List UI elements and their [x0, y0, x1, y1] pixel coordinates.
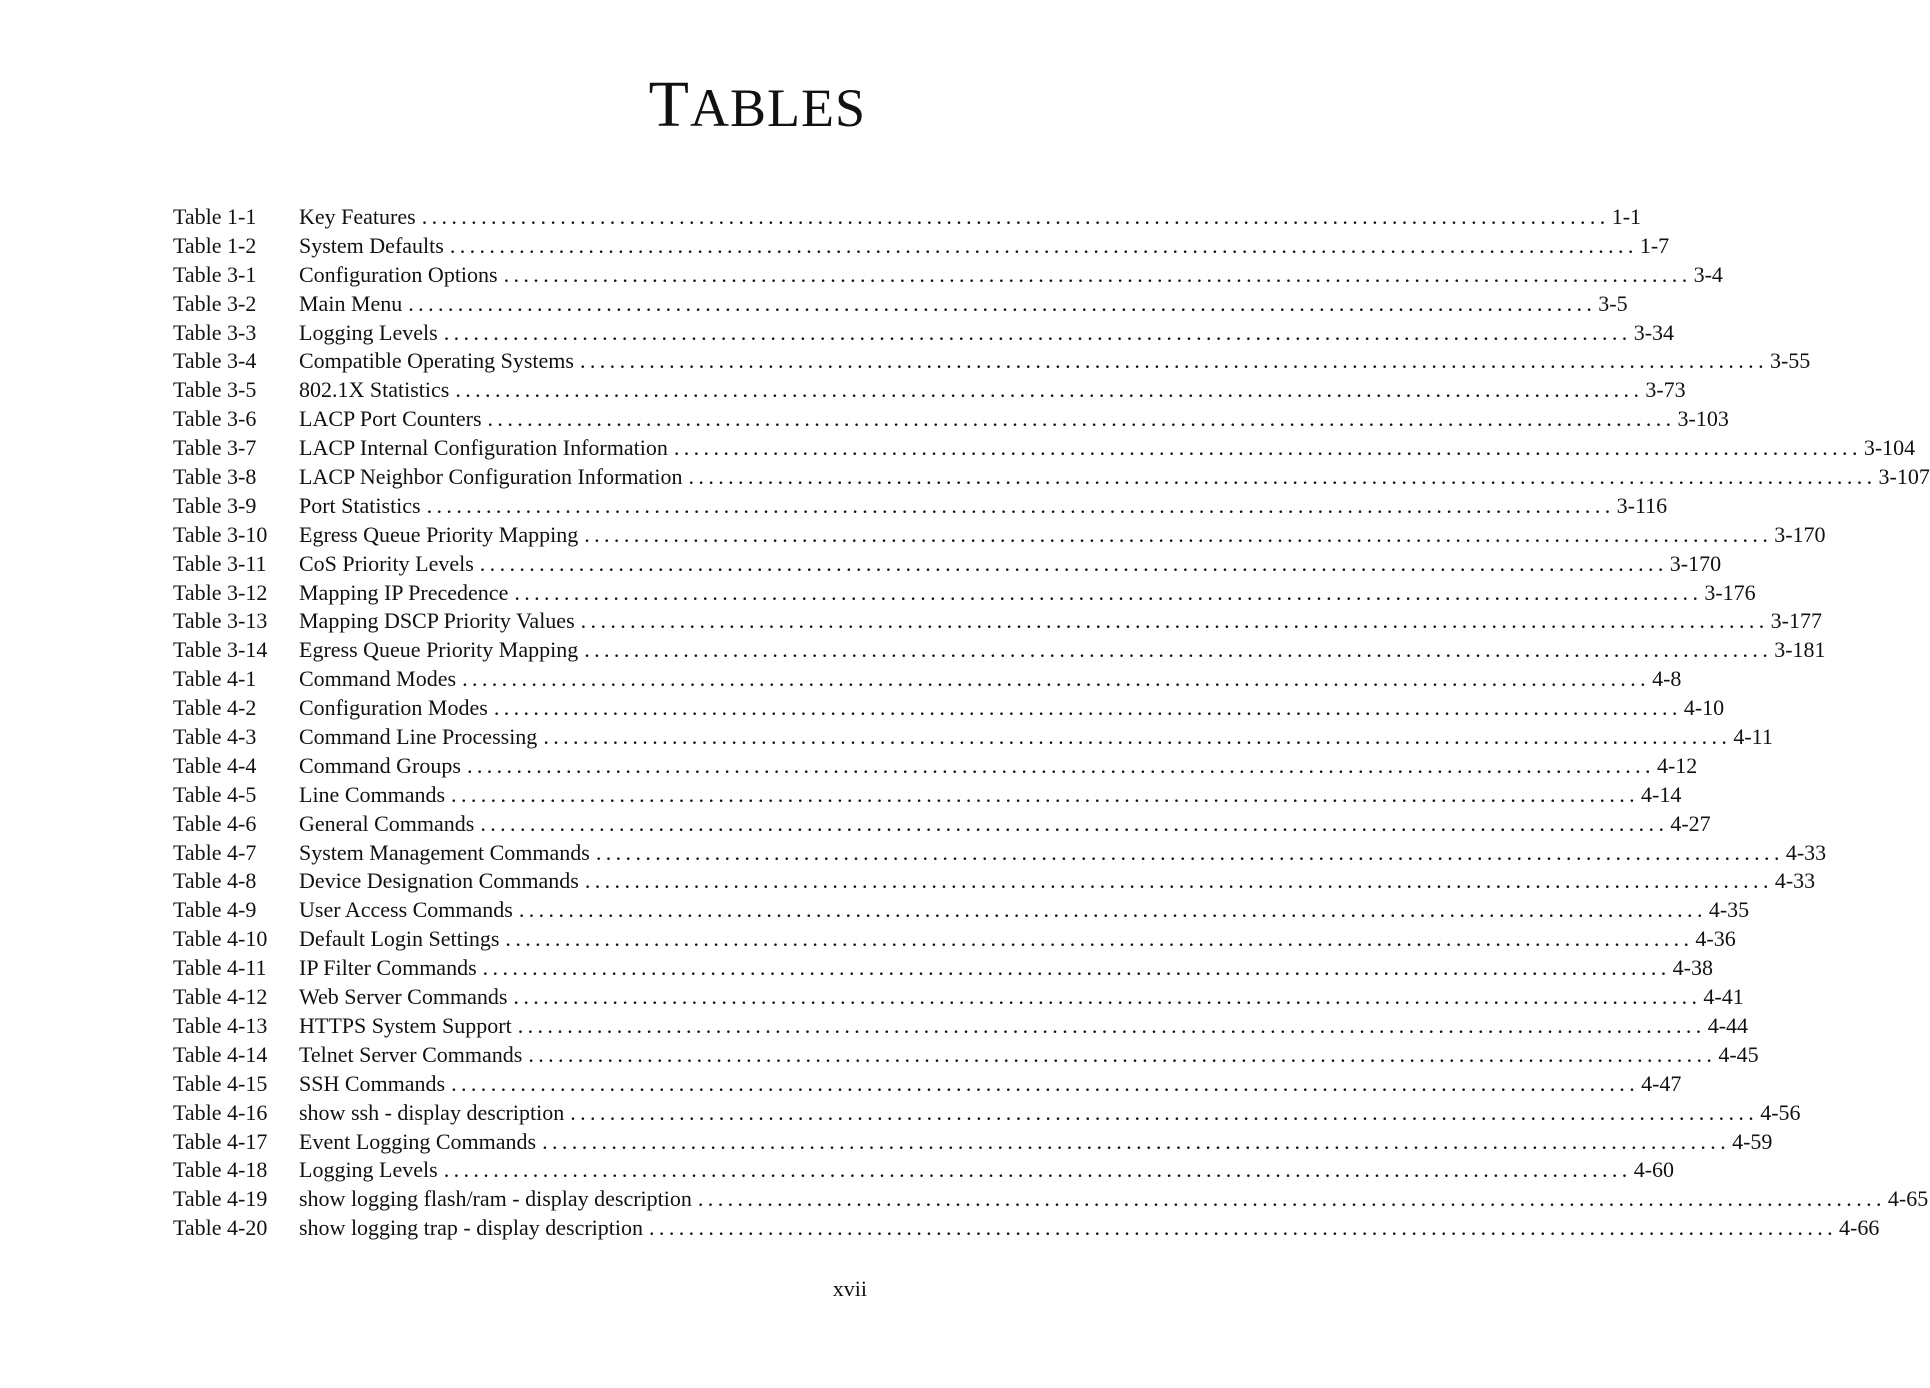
toc-entry-page: 4-27 [1670, 810, 1711, 836]
toc-entry-title: SSH Commands [299, 1070, 446, 1096]
dot-leader: ........................................................................................................................ [570, 1099, 1759, 1125]
dot-leader: ........................................................................................................................ [487, 406, 1676, 432]
dot-leader: ........................................................................................................................ [426, 492, 1615, 518]
toc-entry-title: Mapping DSCP Priority Values [299, 608, 575, 634]
toc-entry-page: 4-35 [1708, 897, 1750, 923]
dot-leader: ........................................................................................................................ [479, 550, 1668, 576]
toc-entry-title: Egress Queue Priority Mapping [299, 521, 579, 547]
toc-entry[interactable] [173, 521, 1826, 550]
toc-entry-title: Telnet Server Commands [299, 1041, 523, 1067]
toc-entry[interactable] [173, 579, 1756, 608]
dot-leader: ........................................................................................................................ [493, 695, 1682, 721]
toc-entry-page: 3-107 [1878, 464, 1930, 490]
toc-entry[interactable] [173, 1070, 1682, 1099]
dot-leader: ........................................................................................................................ [649, 1215, 1838, 1241]
dot-leader: ........................................................................................................................ [466, 752, 1655, 778]
page-title-initial: T [648, 68, 690, 141]
toc-entry-title: User Access Commands [299, 897, 513, 923]
toc-entry[interactable] [173, 896, 1750, 925]
toc-entry-page: 4-8 [1652, 666, 1682, 692]
dot-leader: ........................................................................................................................ [673, 435, 1862, 461]
toc-entry-page: 4-65 [1887, 1186, 1929, 1212]
dot-leader: ........................................................................................................................ [584, 637, 1773, 663]
toc-entry-number: Table 3-13 [173, 608, 268, 634]
toc-entry-page: 4-44 [1707, 1012, 1749, 1038]
toc-entry-number: Table 3-1 [173, 261, 257, 287]
toc-entry-title: System Management Commands [299, 839, 590, 865]
toc-entry-title: Logging Levels [299, 1157, 438, 1183]
page-title [648, 68, 866, 141]
toc-entry-title: LACP Port Counters [299, 406, 482, 432]
dot-leader: ........................................................................................................................ [480, 810, 1669, 836]
toc-entry[interactable] [173, 954, 1713, 983]
dot-leader: ........................................................................................................................ [421, 204, 1610, 229]
toc-entry-number: Table 3-8 [173, 464, 257, 490]
toc-entry-page: 4-60 [1633, 1157, 1675, 1183]
toc-entry-page: 3-181 [1774, 637, 1826, 663]
toc-entry-title: Logging Levels [299, 319, 438, 345]
toc-entry-number: Table 3-4 [173, 348, 257, 374]
dot-leader: ........................................................................................................................ [697, 1186, 1886, 1212]
toc-entry-page: 4-47 [1641, 1070, 1682, 1096]
toc-entry-page: 4-11 [1733, 724, 1773, 750]
toc-entry-number: Table 3-14 [173, 637, 268, 663]
toc-entry-number: Table 4-5 [173, 781, 257, 807]
toc-entry-title: General Commands [299, 810, 475, 836]
toc-entry[interactable] [173, 550, 1722, 579]
page-number: xvii [832, 1276, 867, 1301]
toc-entry[interactable] [173, 665, 1682, 694]
toc-entry-number: Table 4-6 [173, 810, 257, 836]
dot-leader: ........................................................................................................................ [513, 984, 1702, 1010]
dot-leader: ........................................................................................................................ [579, 348, 1768, 374]
toc-entry-number: Table 3-3 [173, 319, 257, 345]
dot-leader: ........................................................................................................................ [688, 464, 1877, 490]
toc-entry-number: Table 4-8 [173, 868, 257, 894]
toc-entry-number: Table 4-10 [173, 926, 268, 952]
toc-entry-page: 4-59 [1732, 1128, 1773, 1154]
toc-entry-number: Table 4-11 [173, 955, 267, 981]
toc-entry-number: Table 4-19 [173, 1186, 268, 1212]
toc-entry-number: Table 4-18 [173, 1157, 268, 1183]
toc-entry-title: CoS Priority Levels [299, 550, 474, 576]
toc-entry-page: 1-7 [1639, 232, 1670, 258]
toc-entry[interactable] [173, 752, 1698, 781]
toc-entry[interactable] [173, 290, 1628, 319]
toc-entry-number: Table 4-16 [173, 1099, 268, 1125]
toc-entry[interactable] [173, 636, 1826, 665]
toc-entry-number: Table 4-7 [173, 839, 257, 865]
toc-entry-number: Table 4-1 [173, 666, 257, 692]
toc-entry-title: IP Filter Commands [299, 955, 477, 981]
toc-entry-page: 3-176 [1704, 579, 1756, 605]
toc-entry-title: Main Menu [299, 290, 403, 316]
dot-leader: ........................................................................................................................ [451, 781, 1640, 807]
dot-leader: ........................................................................................................................ [517, 1012, 1706, 1038]
toc-entry-number: Table 4-20 [173, 1215, 268, 1241]
toc-entry[interactable] [173, 376, 1686, 405]
dot-leader: ........................................................................................................................ [443, 1157, 1632, 1183]
toc-entry[interactable] [173, 347, 1811, 376]
dot-leader: ........................................................................................................................ [528, 1041, 1717, 1067]
toc-entry[interactable] [173, 463, 1930, 492]
toc-entry-number: Table 3-12 [173, 579, 268, 605]
toc-entry-number: Table 4-17 [173, 1128, 268, 1154]
toc-entry-page: 3-104 [1863, 435, 1916, 461]
toc-entry-page: 4-41 [1703, 984, 1744, 1010]
toc-entry-title: Command Modes [299, 666, 457, 692]
toc-entry-page: 4-56 [1760, 1099, 1801, 1125]
toc-entry-title: System Defaults [299, 232, 444, 258]
dot-leader: ........................................................................................................................ [580, 608, 1769, 634]
toc-entry-number: Table 3-5 [173, 377, 257, 403]
toc-entry-title: Command Line Processing [299, 724, 538, 750]
page-title-rest: ABLES [689, 78, 866, 138]
toc-entry-title: LACP Neighbor Configuration Information [299, 464, 683, 490]
toc-entry-page: 3-170 [1669, 550, 1722, 576]
toc-entry-title: Mapping IP Precedence [299, 579, 509, 605]
toc-entry-title: show logging flash/ram - display description [299, 1186, 692, 1212]
toc-entry-number: Table 4-3 [173, 724, 257, 750]
toc-entry-page: 1-1 [1611, 204, 1642, 229]
toc-entry-number: Table 4-9 [173, 897, 257, 923]
toc-entry[interactable] [173, 925, 1736, 954]
dot-leader: ........................................................................................................................ [408, 290, 1597, 316]
toc-entry-page: 3-170 [1774, 521, 1826, 547]
toc-entry-number: Table 1-1 [173, 204, 257, 229]
toc-entry-number: Table 3-7 [173, 435, 257, 461]
toc-entry-title: Device Designation Commands [299, 868, 579, 894]
toc-entry[interactable] [173, 1185, 1929, 1214]
toc-entry-number: Table 3-2 [173, 290, 257, 316]
toc-entry[interactable] [173, 261, 1723, 290]
toc-entry[interactable] [173, 319, 1675, 348]
toc-entry-page: 3-73 [1645, 377, 1686, 403]
dot-leader: ........................................................................................................................ [543, 724, 1732, 750]
dot-leader: ........................................................................................................................ [595, 839, 1784, 865]
toc-entry-title: 802.1X Statistics [299, 377, 450, 403]
toc-entry-number: Table 1-2 [173, 232, 257, 258]
toc-entry-page: 4-10 [1683, 695, 1725, 721]
dot-leader: ........................................................................................................................ [443, 319, 1632, 345]
toc-entry[interactable] [173, 781, 1682, 810]
toc-entry[interactable] [173, 492, 1668, 521]
toc-entry[interactable] [173, 810, 1711, 839]
toc-entry-page: 3-116 [1616, 492, 1668, 518]
toc-entry[interactable] [173, 867, 1816, 896]
toc-entry-title: Port Statistics [299, 492, 421, 518]
toc-entry[interactable] [173, 1128, 1773, 1157]
table-of-tables [173, 203, 1930, 1243]
toc-entry-page: 3-55 [1769, 348, 1811, 374]
toc-entry[interactable] [173, 607, 1822, 636]
dot-leader: ........................................................................................................................ [584, 868, 1773, 894]
toc-entry-title: HTTPS System Support [299, 1012, 512, 1038]
toc-entry[interactable] [173, 434, 1916, 463]
toc-entry-number: Table 4-14 [173, 1041, 268, 1067]
dot-leader: ........................................................................................................................ [482, 955, 1671, 981]
dot-leader: ........................................................................................................................ [505, 926, 1694, 952]
toc-entry-number: Table 4-2 [173, 695, 257, 721]
toc-entry-page: 4-12 [1656, 752, 1698, 778]
toc-entry-number: Table 3-10 [173, 521, 268, 547]
toc-entry-page: 4-36 [1695, 926, 1736, 952]
toc-entry[interactable] [173, 723, 1773, 752]
toc-entry-title: Configuration Modes [299, 695, 488, 721]
dot-leader: ........................................................................................................................ [455, 377, 1644, 403]
toc-entry-page: 4-33 [1774, 868, 1816, 894]
toc-entry-number: Table 3-6 [173, 406, 257, 432]
toc-entry-title: LACP Internal Configuration Information [299, 435, 668, 461]
toc-entry-title: Line Commands [299, 781, 446, 807]
toc-entry[interactable] [173, 232, 1670, 261]
toc-entry-number: Table 4-12 [173, 984, 268, 1010]
toc-entry[interactable] [173, 694, 1725, 723]
toc-entry-title: Key Features [299, 204, 416, 229]
dot-leader: ........................................................................................................................ [518, 897, 1707, 923]
toc-entry-page: 4-66 [1839, 1215, 1880, 1241]
toc-entry-number: Table 3-11 [173, 550, 267, 576]
toc-entry-title: Web Server Commands [299, 984, 508, 1010]
toc-entry-title: Event Logging Commands [299, 1128, 537, 1154]
toc-entry[interactable] [173, 1099, 1801, 1128]
toc-entry-page: 4-14 [1641, 781, 1682, 807]
toc-entry-page: 3-177 [1770, 608, 1822, 634]
toc-entry-number: Table 4-4 [173, 752, 257, 778]
toc-entry[interactable] [173, 839, 1827, 868]
dot-leader: ........................................................................................................................ [514, 579, 1703, 605]
toc-entry-page: 3-4 [1693, 261, 1723, 287]
dot-leader: ........................................................................................................................ [584, 521, 1773, 547]
toc-entry-number: Table 4-15 [173, 1070, 268, 1096]
toc-entry-title: Egress Queue Priority Mapping [299, 637, 579, 663]
toc-entry-title: Compatible Operating Systems [299, 348, 574, 374]
dot-leader: ........................................................................................................................ [503, 261, 1692, 287]
toc-entry-page: 3-103 [1677, 406, 1729, 432]
toc-entry[interactable] [173, 405, 1729, 434]
toc-entry-title: Default Login Settings [299, 926, 500, 952]
toc-entry[interactable] [173, 1214, 1880, 1243]
toc-entry[interactable] [173, 983, 1744, 1012]
toc-entry-page: 3-34 [1633, 319, 1675, 345]
toc-entry-title: show logging trap - display description [299, 1215, 644, 1241]
toc-entry[interactable] [173, 1156, 1675, 1185]
toc-entry-page: 4-45 [1718, 1041, 1759, 1067]
toc-entry-title: Configuration Options [299, 261, 498, 287]
dot-leader: ........................................................................................................................ [449, 232, 1638, 258]
dot-leader: ........................................................................................................................ [462, 666, 1651, 692]
toc-entry-title: Command Groups [299, 752, 461, 778]
toc-entry[interactable] [173, 203, 1642, 232]
toc-entry-number: Table 4-13 [173, 1012, 268, 1038]
toc-entry-page: 3-5 [1598, 290, 1628, 316]
toc-entry-page: 4-38 [1672, 955, 1713, 981]
toc-entry-page: 4-33 [1785, 839, 1827, 865]
dot-leader: ........................................................................................................................ [451, 1070, 1640, 1096]
dot-leader: ........................................................................................................................ [542, 1128, 1731, 1154]
toc-entry-title: show ssh - display description [299, 1099, 565, 1125]
toc-entry-number: Table 3-9 [173, 492, 257, 518]
toc-entry[interactable] [173, 1041, 1759, 1070]
toc-entry[interactable] [173, 1012, 1749, 1041]
